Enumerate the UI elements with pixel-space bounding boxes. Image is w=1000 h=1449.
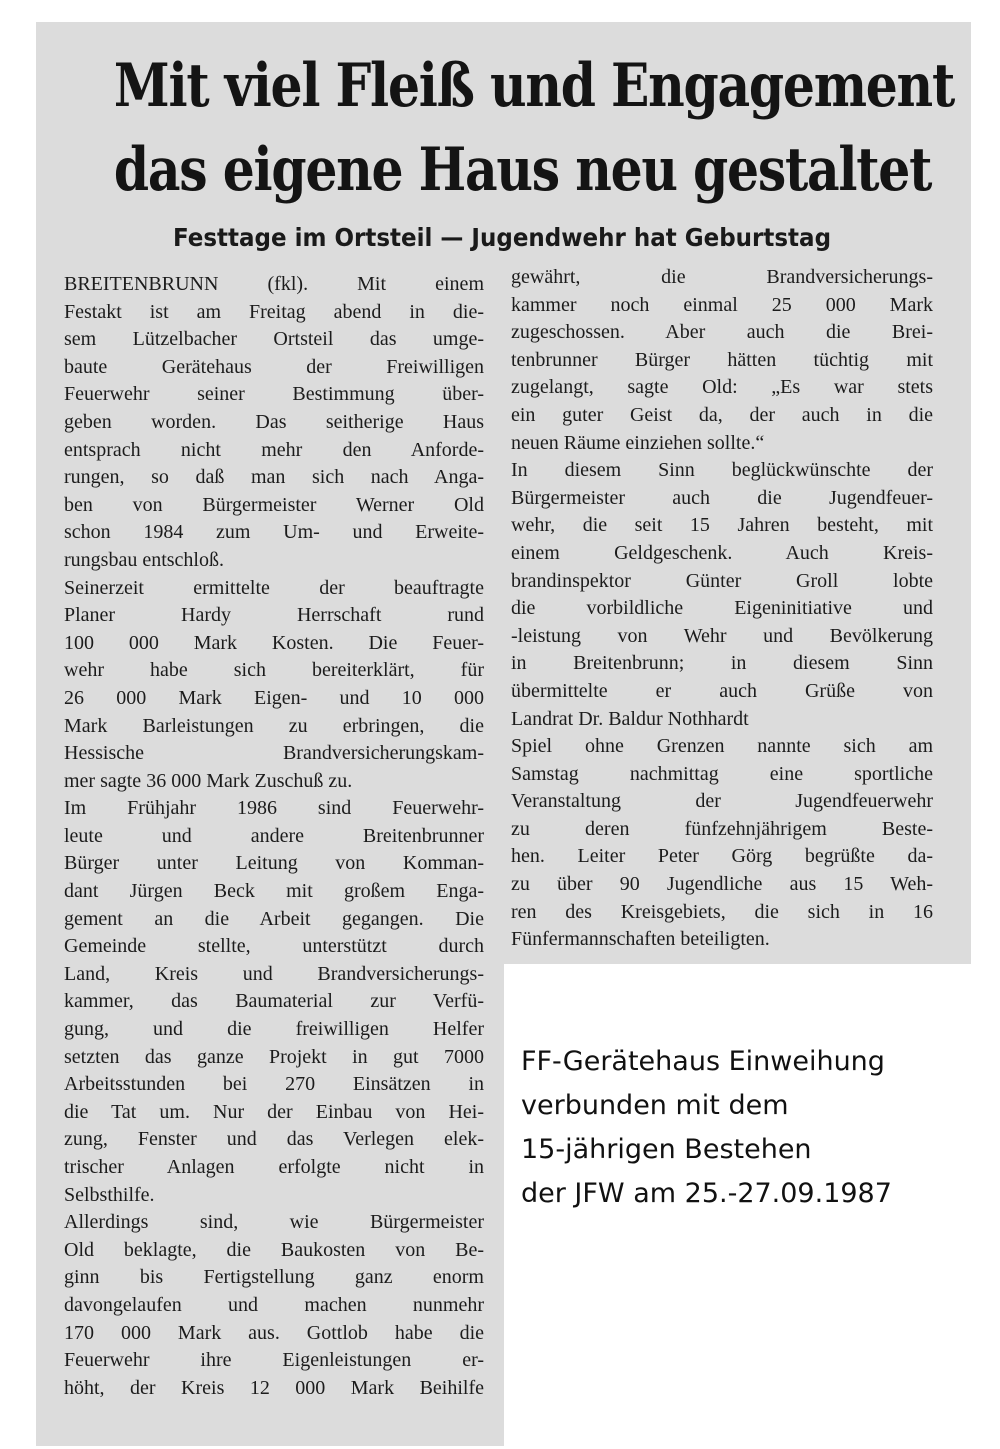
article-line: leute und andere Breitenbrunner bbox=[64, 824, 484, 847]
article-line: Spiel ohne Grenzen nannte sich am bbox=[511, 735, 933, 758]
article-line: setzten das ganze Projekt in gut 7000 bbox=[64, 1045, 484, 1068]
article-line: Im Frühjahr 1986 sind Feuerwehr- bbox=[64, 797, 484, 820]
article-left-column bbox=[64, 271, 484, 1402]
article-line: rungen, so daß man sich nach Anga- bbox=[64, 466, 484, 489]
article-line: 26 000 Mark Eigen- und 10 000 bbox=[64, 686, 484, 709]
article-line: entsprach nicht mehr den Anforde- bbox=[64, 438, 484, 461]
article-line: Feuerwehr seiner Bestimmung über- bbox=[64, 383, 484, 406]
caption-line-4: der JFW am 25.-27.09.1987 bbox=[521, 1178, 892, 1209]
article-line: ben von Bürgermeister Werner Old bbox=[64, 493, 484, 516]
article-line: Mark Barleistungen zu erbringen, die bbox=[64, 714, 484, 737]
caption-line-3: 15-jährigen Bestehen bbox=[521, 1134, 812, 1165]
article-line: ren des Kreisgebiets, die sich in 16 bbox=[511, 900, 933, 923]
subheadline: Festtage im Ortsteil — Jugendwehr hat Geburtstag bbox=[172, 223, 832, 252]
article-line: rungsbau entschloß. bbox=[64, 548, 224, 571]
headline-line-2: das eigene Haus neu gestaltet bbox=[113, 135, 932, 205]
caption-line-1: FF-Gerätehaus Einweihung bbox=[521, 1046, 885, 1077]
article-line: einem Geldgeschenk. Auch Kreis- bbox=[511, 541, 933, 564]
caption-line-2: verbunden mit dem bbox=[521, 1090, 789, 1121]
article-line: ein guter Geist da, der auch in die bbox=[511, 403, 933, 426]
article-line: geben worden. Das seitherige Haus bbox=[64, 410, 484, 433]
article-line: zung, Fenster und das Verlegen elek- bbox=[64, 1128, 484, 1151]
article-line: BREITENBRUNN (fkl). Mit einem bbox=[64, 273, 484, 295]
article-line: höht, der Kreis 12 000 Mark Beihilfe bbox=[64, 1376, 484, 1399]
article-line: mer sagte 36 000 Mark Zuschuß zu. bbox=[64, 769, 353, 792]
article-line: -leistung von Wehr und Bevölkerung bbox=[511, 624, 933, 647]
article-line: baute Gerätehaus der Freiwilligen bbox=[64, 355, 484, 378]
article-line: Land, Kreis und Brandversicherungs- bbox=[64, 962, 484, 985]
article-line: dant Jürgen Beck mit großem Enga- bbox=[64, 880, 484, 903]
article-line: Veranstaltung der Jugendfeuerwehr bbox=[511, 790, 933, 813]
article-line: Gemeinde stellte, unterstützt durch bbox=[64, 935, 484, 958]
article-line: 100 000 Mark Kosten. Die Feuer- bbox=[64, 631, 484, 654]
article-line: brandinspektor Günter Groll lobte bbox=[511, 569, 933, 592]
article-line: Seinerzeit ermittelte der beauftragte bbox=[64, 576, 484, 599]
article-line: Feuerwehr ihre Eigenleistungen er- bbox=[64, 1349, 484, 1372]
article-line: Festakt ist am Freitag abend in die- bbox=[64, 300, 484, 323]
photo-caption bbox=[521, 1040, 981, 1216]
article-line: gewährt, die Brandversicherungs- bbox=[511, 266, 933, 288]
article-line: Planer Hardy Herrschaft rund bbox=[64, 604, 484, 627]
article-line: ginn bis Fertigstellung ganz enorm bbox=[64, 1266, 484, 1289]
article-line: gung, und die freiwilligen Helfer bbox=[64, 1018, 484, 1041]
article-line: kammer noch einmal 25 000 Mark bbox=[511, 293, 933, 316]
headline-line-1: Mit viel Fleiß und Engagement bbox=[113, 51, 954, 121]
article-line: Hessische Brandversicherungskam- bbox=[64, 742, 484, 765]
article-line: Fünfermannschaften beteiligten. bbox=[511, 928, 770, 951]
article-line: zu über 90 Jugendliche aus 15 Weh- bbox=[511, 873, 933, 896]
article-line: gement an die Arbeit gegangen. Die bbox=[64, 907, 484, 930]
article-line: übermittelte er auch Grüße von bbox=[511, 679, 933, 702]
article-line: wehr, die seit 15 Jahren besteht, mit bbox=[511, 514, 933, 537]
article-line: die vorbildliche Eigeninitiative und bbox=[511, 597, 933, 620]
article-line: neuen Räume einziehen sollte.“ bbox=[511, 431, 765, 454]
article-line: tenbrunner Bürger hätten tüchtig mit bbox=[511, 348, 933, 371]
article-line: Selbsthilfe. bbox=[64, 1183, 155, 1206]
article-line: trischer Anlagen erfolgte nicht in bbox=[64, 1156, 484, 1178]
article-line: kammer, das Baumaterial zur Verfü- bbox=[64, 990, 484, 1013]
article-line: Arbeitsstunden bei 270 Einsätzen in bbox=[64, 1073, 484, 1096]
article-line: Samstag nachmittag eine sportliche bbox=[511, 762, 933, 785]
article-line: hen. Leiter Peter Görg begrüßte da- bbox=[511, 845, 933, 868]
article-line: schon 1984 zum Um- und Erweite- bbox=[64, 521, 484, 544]
article-line: davongelaufen und machen nunmehr bbox=[64, 1293, 484, 1316]
article-line: die Tat um. Nur der Einbau von Hei- bbox=[64, 1100, 484, 1123]
article-line: sem Lützelbacher Ortsteil das umge- bbox=[64, 328, 484, 351]
article-line: Bürger unter Leitung von Komman- bbox=[64, 852, 484, 875]
article-line: zugelangt, sagte Old: „Es war stets bbox=[511, 376, 933, 399]
article-line: 170 000 Mark aus. Gottlob habe die bbox=[64, 1321, 484, 1344]
article-right-column bbox=[511, 264, 933, 954]
article-line: zugeschossen. Aber auch die Brei- bbox=[511, 321, 933, 344]
article-line: Allerdings sind, wie Bürgermeister bbox=[64, 1211, 484, 1234]
article-line: zu deren fünfzehnjährigem Beste- bbox=[511, 817, 933, 840]
article-line: In diesem Sinn beglückwünschte der bbox=[511, 459, 933, 482]
article-line: in Breitenbrunn; in diesem Sinn bbox=[511, 652, 933, 675]
article-line: Old beklagte, die Baukosten von Be- bbox=[64, 1238, 484, 1261]
article-line: Landrat Dr. Baldur Nothhardt bbox=[511, 707, 749, 730]
article-line: wehr habe sich bereiterklärt, für bbox=[64, 659, 484, 682]
article-line: Bürgermeister auch die Jugendfeuer- bbox=[511, 486, 933, 509]
